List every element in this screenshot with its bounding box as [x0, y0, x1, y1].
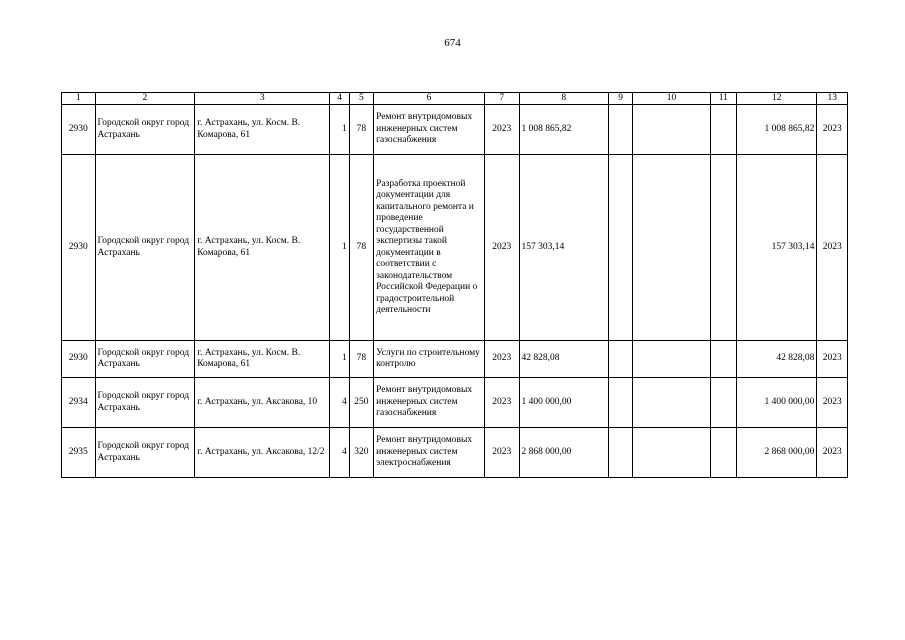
col4-cell: 4 — [330, 428, 349, 478]
column-number-cell: 11 — [710, 93, 736, 105]
year-end-cell: 2023 — [817, 105, 848, 155]
address-cell: г. Астрахань, ул. Аксакова, 10 — [195, 378, 330, 428]
year-cell: 2023 — [484, 341, 519, 378]
col5-cell: 78 — [349, 155, 373, 341]
col4-cell: 1 — [330, 341, 349, 378]
amount-total-cell: 1 400 000,00 — [737, 378, 817, 428]
region-cell: Городской округ город Астрахань — [95, 105, 195, 155]
table-row — [62, 155, 848, 341]
amount-cell: 2 868 000,00 — [519, 428, 608, 478]
work-type-cell: Ремонт внутридомовых инженерных систем газоснабжения — [374, 105, 485, 155]
col9-cell — [608, 341, 632, 378]
col4-cell: 4 — [330, 378, 349, 428]
col9-cell — [608, 428, 632, 478]
col10-cell — [633, 155, 710, 341]
column-number-cell: 4 — [330, 93, 349, 105]
amount-cell: 1 400 000,00 — [519, 378, 608, 428]
column-number-cell: 13 — [817, 93, 848, 105]
column-number-cell: 5 — [349, 93, 373, 105]
col11-cell — [710, 428, 736, 478]
program-table — [61, 92, 848, 478]
work-type-cell: Услуги по строительному контролю — [374, 341, 485, 378]
amount-total-cell: 42 828,08 — [737, 341, 817, 378]
year-end-cell: 2023 — [817, 378, 848, 428]
year-end-cell: 2023 — [817, 341, 848, 378]
col5-cell: 250 — [349, 378, 373, 428]
row-id-cell: 2930 — [62, 341, 96, 378]
address-cell: г. Астрахань, ул. Аксакова, 12/2 — [195, 428, 330, 478]
amount-total-cell: 1 008 865,82 — [737, 105, 817, 155]
year-cell: 2023 — [484, 105, 519, 155]
column-number-cell: 3 — [195, 93, 330, 105]
address-cell: г. Астрахань, ул. Косм. В. Комарова, 61 — [195, 341, 330, 378]
col10-cell — [633, 105, 710, 155]
col11-cell — [710, 341, 736, 378]
col10-cell — [633, 341, 710, 378]
column-number-row — [62, 93, 848, 105]
region-cell: Городской округ город Астрахань — [95, 155, 195, 341]
col11-cell — [710, 155, 736, 341]
table-row — [62, 428, 848, 478]
col11-cell — [710, 105, 736, 155]
amount-total-cell: 157 303,14 — [737, 155, 817, 341]
work-type-cell: Разработка проектной документации для капитального ремонта и проведение государственной экспертизы такой документации в соответствии с законодательством Российской Федерации о градостроительной деятельности — [374, 155, 485, 341]
year-cell: 2023 — [484, 428, 519, 478]
region-cell: Городской округ город Астрахань — [95, 378, 195, 428]
table-row — [62, 341, 848, 378]
column-number-cell: 1 — [62, 93, 96, 105]
address-cell: г. Астрахань, ул. Косм. В. Комарова, 61 — [195, 155, 330, 341]
col4-cell: 1 — [330, 155, 349, 341]
amount-total-cell: 2 868 000,00 — [737, 428, 817, 478]
row-id-cell: 2934 — [62, 378, 96, 428]
year-end-cell: 2023 — [817, 155, 848, 341]
col5-cell: 78 — [349, 341, 373, 378]
column-number-cell: 12 — [737, 93, 817, 105]
region-cell: Городской округ город Астрахань — [95, 341, 195, 378]
address-cell: г. Астрахань, ул. Косм. В. Комарова, 61 — [195, 105, 330, 155]
col10-cell — [633, 378, 710, 428]
year-cell: 2023 — [484, 378, 519, 428]
year-cell: 2023 — [484, 155, 519, 341]
col10-cell — [633, 428, 710, 478]
column-number-cell: 9 — [608, 93, 632, 105]
year-end-cell: 2023 — [817, 428, 848, 478]
col9-cell — [608, 155, 632, 341]
page-number: 674 — [444, 37, 461, 49]
column-number-cell: 2 — [95, 93, 195, 105]
col5-cell: 320 — [349, 428, 373, 478]
col4-cell: 1 — [330, 105, 349, 155]
col5-cell: 78 — [349, 105, 373, 155]
table-row — [62, 105, 848, 155]
col11-cell — [710, 378, 736, 428]
work-type-cell: Ремонт внутридомовых инженерных систем газоснабжения — [374, 378, 485, 428]
amount-cell: 42 828,08 — [519, 341, 608, 378]
column-number-cell: 8 — [519, 93, 608, 105]
column-number-cell: 7 — [484, 93, 519, 105]
work-type-cell: Ремонт внутридомовых инженерных систем электроснабжения — [374, 428, 485, 478]
col9-cell — [608, 105, 632, 155]
amount-cell: 1 008 865,82 — [519, 105, 608, 155]
amount-cell: 157 303,14 — [519, 155, 608, 341]
col9-cell — [608, 378, 632, 428]
row-id-cell: 2935 — [62, 428, 96, 478]
row-id-cell: 2930 — [62, 105, 96, 155]
column-number-cell: 10 — [633, 93, 710, 105]
table-row — [62, 378, 848, 428]
column-number-cell: 6 — [374, 93, 485, 105]
row-id-cell: 2930 — [62, 155, 96, 341]
region-cell: Городской округ город Астрахань — [95, 428, 195, 478]
